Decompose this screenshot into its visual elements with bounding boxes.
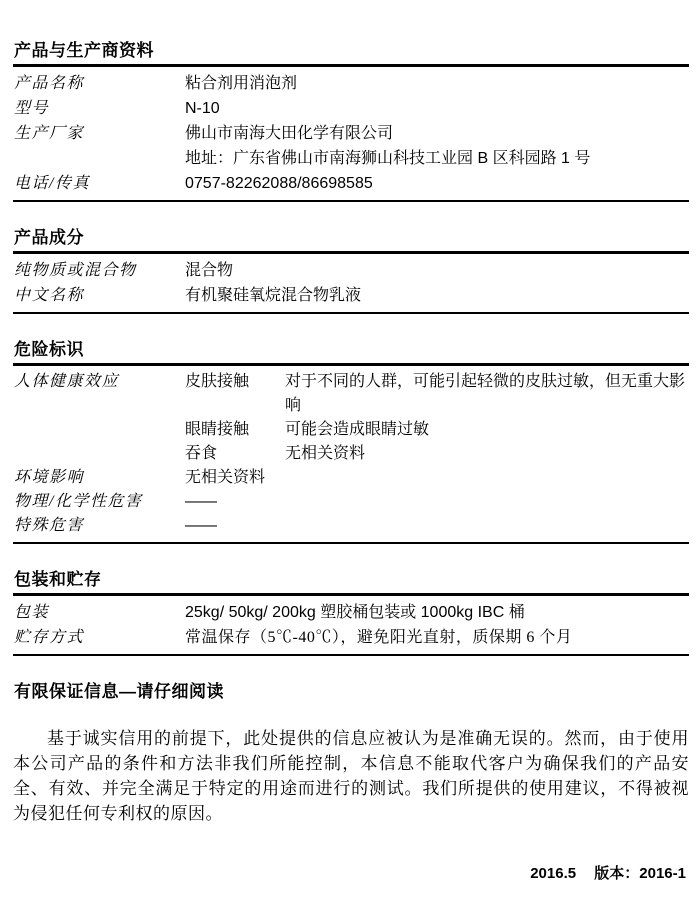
section-body	[13, 596, 689, 656]
section-title: 产品成分	[13, 228, 689, 254]
hazard-text: 可能会造成眼睛过敏	[285, 421, 430, 438]
footer-version: 版本：2016-1	[594, 865, 686, 882]
section-title: 危险标识	[13, 340, 689, 366]
field-value: 有机聚硅氧烷混合物乳液	[185, 287, 362, 304]
field-label: 产品名称	[14, 75, 85, 92]
hazard-sub-label: 皮肤接触	[185, 373, 250, 390]
field-value: 25kg/ 50kg/ 200kg 塑胶桶包装或 1000kg IBC 桶	[185, 604, 525, 621]
field-row	[14, 171, 689, 196]
field-row	[14, 600, 689, 625]
hazard-text: 无相关资料	[285, 445, 366, 462]
field-value: 常温保存（5℃-40℃），避免阳光直射，质保期 6 个月	[185, 629, 573, 646]
warranty-paragraph: 基于诚实信用的前提下，此处提供的信息应被认为是准确无误的。然而，由于使用本公司产品的条件和方法非我们所能控制，本信息不能取代客户为确保我们的产品安全、有效、并完全满足于特定的用途而进行的测试。我们所提供的使用建议，不得被视为侵犯任何专利权的原因。	[13, 729, 689, 823]
section-product-info	[13, 41, 689, 202]
field-row	[14, 121, 689, 146]
section-body	[13, 254, 689, 314]
field-label: 包装	[14, 604, 50, 621]
footer-date: 2016.5	[530, 865, 577, 882]
field-row	[14, 71, 689, 96]
hazard-row	[14, 466, 689, 490]
field-row	[14, 625, 689, 650]
section-body	[13, 366, 689, 544]
field-row	[14, 283, 689, 308]
page-footer	[516, 862, 686, 883]
field-row	[14, 96, 689, 121]
section-body	[13, 67, 689, 202]
hazard-row	[14, 370, 689, 418]
hazard-sub-label: 眼睛接触	[185, 421, 250, 438]
field-label: 中文名称	[14, 287, 85, 304]
field-label: 电话/传真	[14, 175, 90, 192]
field-label: 人体健康效应	[14, 373, 120, 390]
field-row	[14, 258, 689, 283]
field-label: 贮存方式	[14, 629, 85, 646]
hazard-text: 对于不同的人群，可能引起轻微的皮肤过敏，但无重大影响	[285, 373, 686, 414]
field-value: ——	[185, 517, 217, 534]
field-value: 0757-82262088/86698585	[185, 175, 373, 192]
section-title: 包装和贮存	[13, 570, 689, 596]
field-label: 型号	[14, 100, 50, 117]
hazard-row	[14, 490, 689, 514]
section-warranty	[13, 682, 689, 826]
field-label: 生产厂家	[14, 125, 85, 142]
field-label: 环境影响	[14, 469, 85, 486]
field-value: 混合物	[185, 262, 234, 279]
field-value: 无相关资料	[185, 469, 266, 486]
section-packing	[13, 570, 689, 656]
field-value-address: 地址：广东省佛山市南海狮山科技工业园 B 区科园路 1 号	[185, 150, 591, 167]
hazard-row	[14, 442, 689, 466]
field-value: N-10	[185, 100, 220, 117]
field-label: 特殊危害	[14, 517, 85, 534]
field-value: ——	[185, 493, 217, 510]
section-title: 产品与生产商资料	[13, 41, 689, 67]
field-label: 纯物质或混合物	[14, 262, 137, 279]
field-label: 物理/化学性危害	[14, 493, 143, 510]
hazard-row	[14, 418, 689, 442]
hazard-sub-label: 吞食	[185, 445, 218, 462]
section-hazards	[13, 340, 689, 544]
field-value: 佛山市南海大田化学有限公司	[185, 125, 394, 142]
hazard-row	[14, 514, 689, 538]
section-title: 有限保证信息—请仔细阅读	[14, 682, 224, 701]
field-row	[14, 146, 689, 171]
section-composition	[13, 228, 689, 314]
field-value: 粘合剂用消泡剂	[185, 75, 298, 92]
